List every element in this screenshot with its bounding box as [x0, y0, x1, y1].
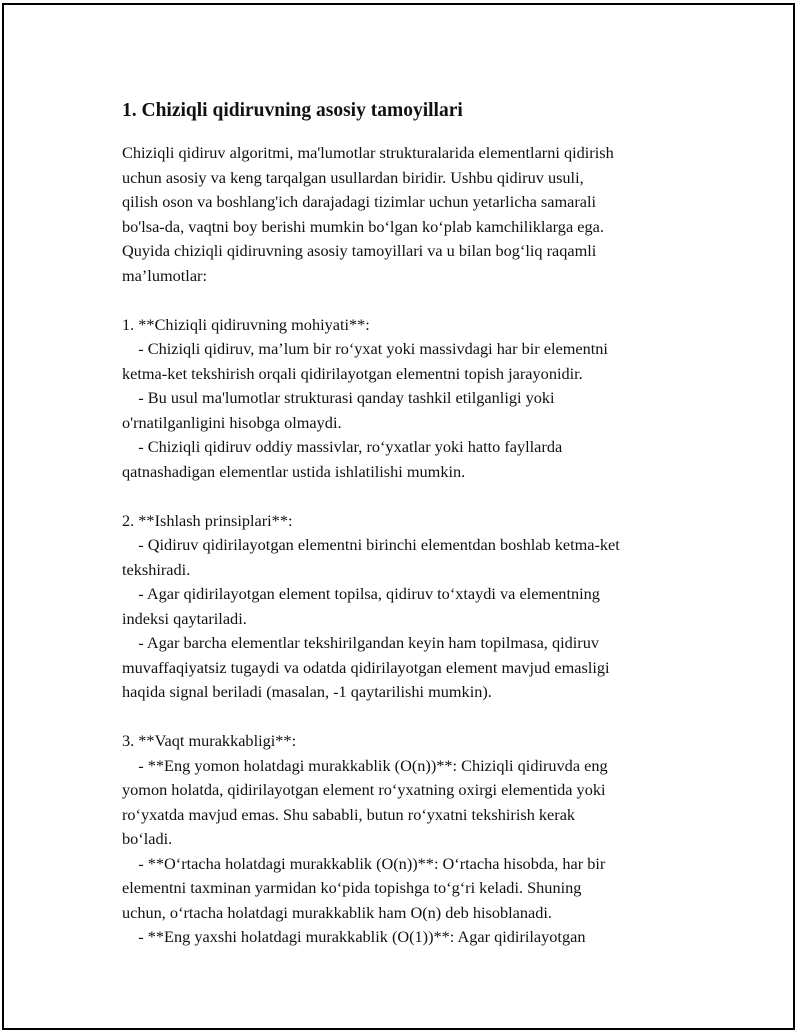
- text-line: - **Eng yomon holatdagi murakkablik (O(n))**: Chiziqli qidiruvda eng: [122, 755, 608, 775]
- text-line: yomon holatda, qidirilayotgan element ro‘yxatning oxirgi elementida yoki: [122, 780, 606, 799]
- text-line: - Chiziqli qidiruv oddiy massivlar, ro‘yxatlar yoki hatto fayllarda: [122, 437, 563, 456]
- text-line: qilish oson va boshlang'ich darajadagi tizimlar uchun yetarlicha samarali: [122, 192, 597, 211]
- text-line: uchun, o‘rtacha holatdagi murakkablik ham O(n) deb hisoblanadi.: [122, 902, 552, 922]
- text-line: - **Eng yaxshi holatdagi murakkablik (O(1))**: Agar qidirilayotgan: [122, 927, 586, 946]
- text-line: haqida signal beriladi (masalan, -1 qaytarilishi mumkin).: [122, 682, 492, 701]
- text-line: ma’lumotlar:: [122, 265, 207, 285]
- text-line: ketma-ket tekshirish orqali qidirilayotgan elementni topish jarayonidir.: [122, 363, 583, 383]
- paragraph-gap: [122, 288, 702, 313]
- text-line: - Agar qidirilayotgan element topilsa, qidiruv to‘xtaydi va elementning: [122, 584, 600, 603]
- text-line: - Qidiruv qidirilayotgan elementni birinchi elementdan boshlab ketma-ket: [122, 535, 620, 554]
- section-heading: 1. **Chiziqli qidiruvning mohiyati**:: [122, 314, 370, 334]
- text-line: elementni taxminan yarmidan ko‘pida topishga to‘g‘ri keladi. Shuning: [122, 878, 582, 897]
- text-line: Chiziqli qidiruv algoritmi, ma'lumotlar strukturalarida elementlarni qidirish: [122, 143, 614, 162]
- paragraph-gap: [122, 705, 702, 730]
- text-line: bo'lsa-da, vaqtni boy berishi mumkin bo‘lgan ko‘plab kamchiliklarga ega.: [122, 216, 604, 236]
- section-heading: 2. **Ishlash prinsiplari**:: [122, 510, 293, 530]
- text-line: - **O‘rtacha holatdagi murakkablik (O(n))**: O‘rtacha hisobda, har bir: [122, 853, 606, 873]
- text-line: indeksi qaytariladi.: [122, 608, 247, 628]
- text-line: tekshiradi.: [122, 559, 191, 579]
- text-line: - Chiziqli qidiruv, ma’lum bir ro‘yxat yoki massivdagi har bir elementni: [122, 339, 608, 358]
- text-line: Quyida chiziqli qidiruvning asosiy tamoyillari va u bilan bog‘liq raqamli: [122, 241, 597, 260]
- text-line: bo‘ladi.: [122, 829, 173, 848]
- text-line: qatnashadigan elementlar ustida ishlatilishi mumkin.: [122, 461, 466, 481]
- text-line: o'rnatilganligini hisobga olmaydi.: [122, 412, 342, 432]
- text-line: ro‘yxatda mavjud emas. Shu sababli, butun ro‘yxatni tekshirish kerak: [122, 804, 576, 824]
- paragraph-gap: [122, 484, 702, 509]
- text-line: - Bu usul ma'lumotlar strukturasi qanday tashkil etilganligi yoki: [122, 388, 555, 407]
- section-essence: [122, 313, 702, 485]
- intro-paragraph: [122, 141, 702, 288]
- document-body: [122, 97, 702, 950]
- text-line: uchun asosiy va keng tarqalgan usullardan biridir. Ushbu qidiruv usuli,: [122, 167, 584, 187]
- section-principles: [122, 509, 702, 705]
- document-title: 1. Chiziqli qidiruvning asosiy tamoyillari: [122, 100, 463, 121]
- section-heading: 3. **Vaqt murakkabligi**:: [122, 731, 297, 750]
- section-time-complexity: [122, 729, 702, 950]
- text-line: - Agar barcha elementlar tekshirilgandan keyin ham topilmasa, qidiruv: [122, 633, 599, 652]
- text-line: muvaffaqiyatsiz tugaydi va odatda qidirilayotgan element mavjud emasligi: [122, 657, 610, 677]
- page-frame: [2, 3, 795, 1030]
